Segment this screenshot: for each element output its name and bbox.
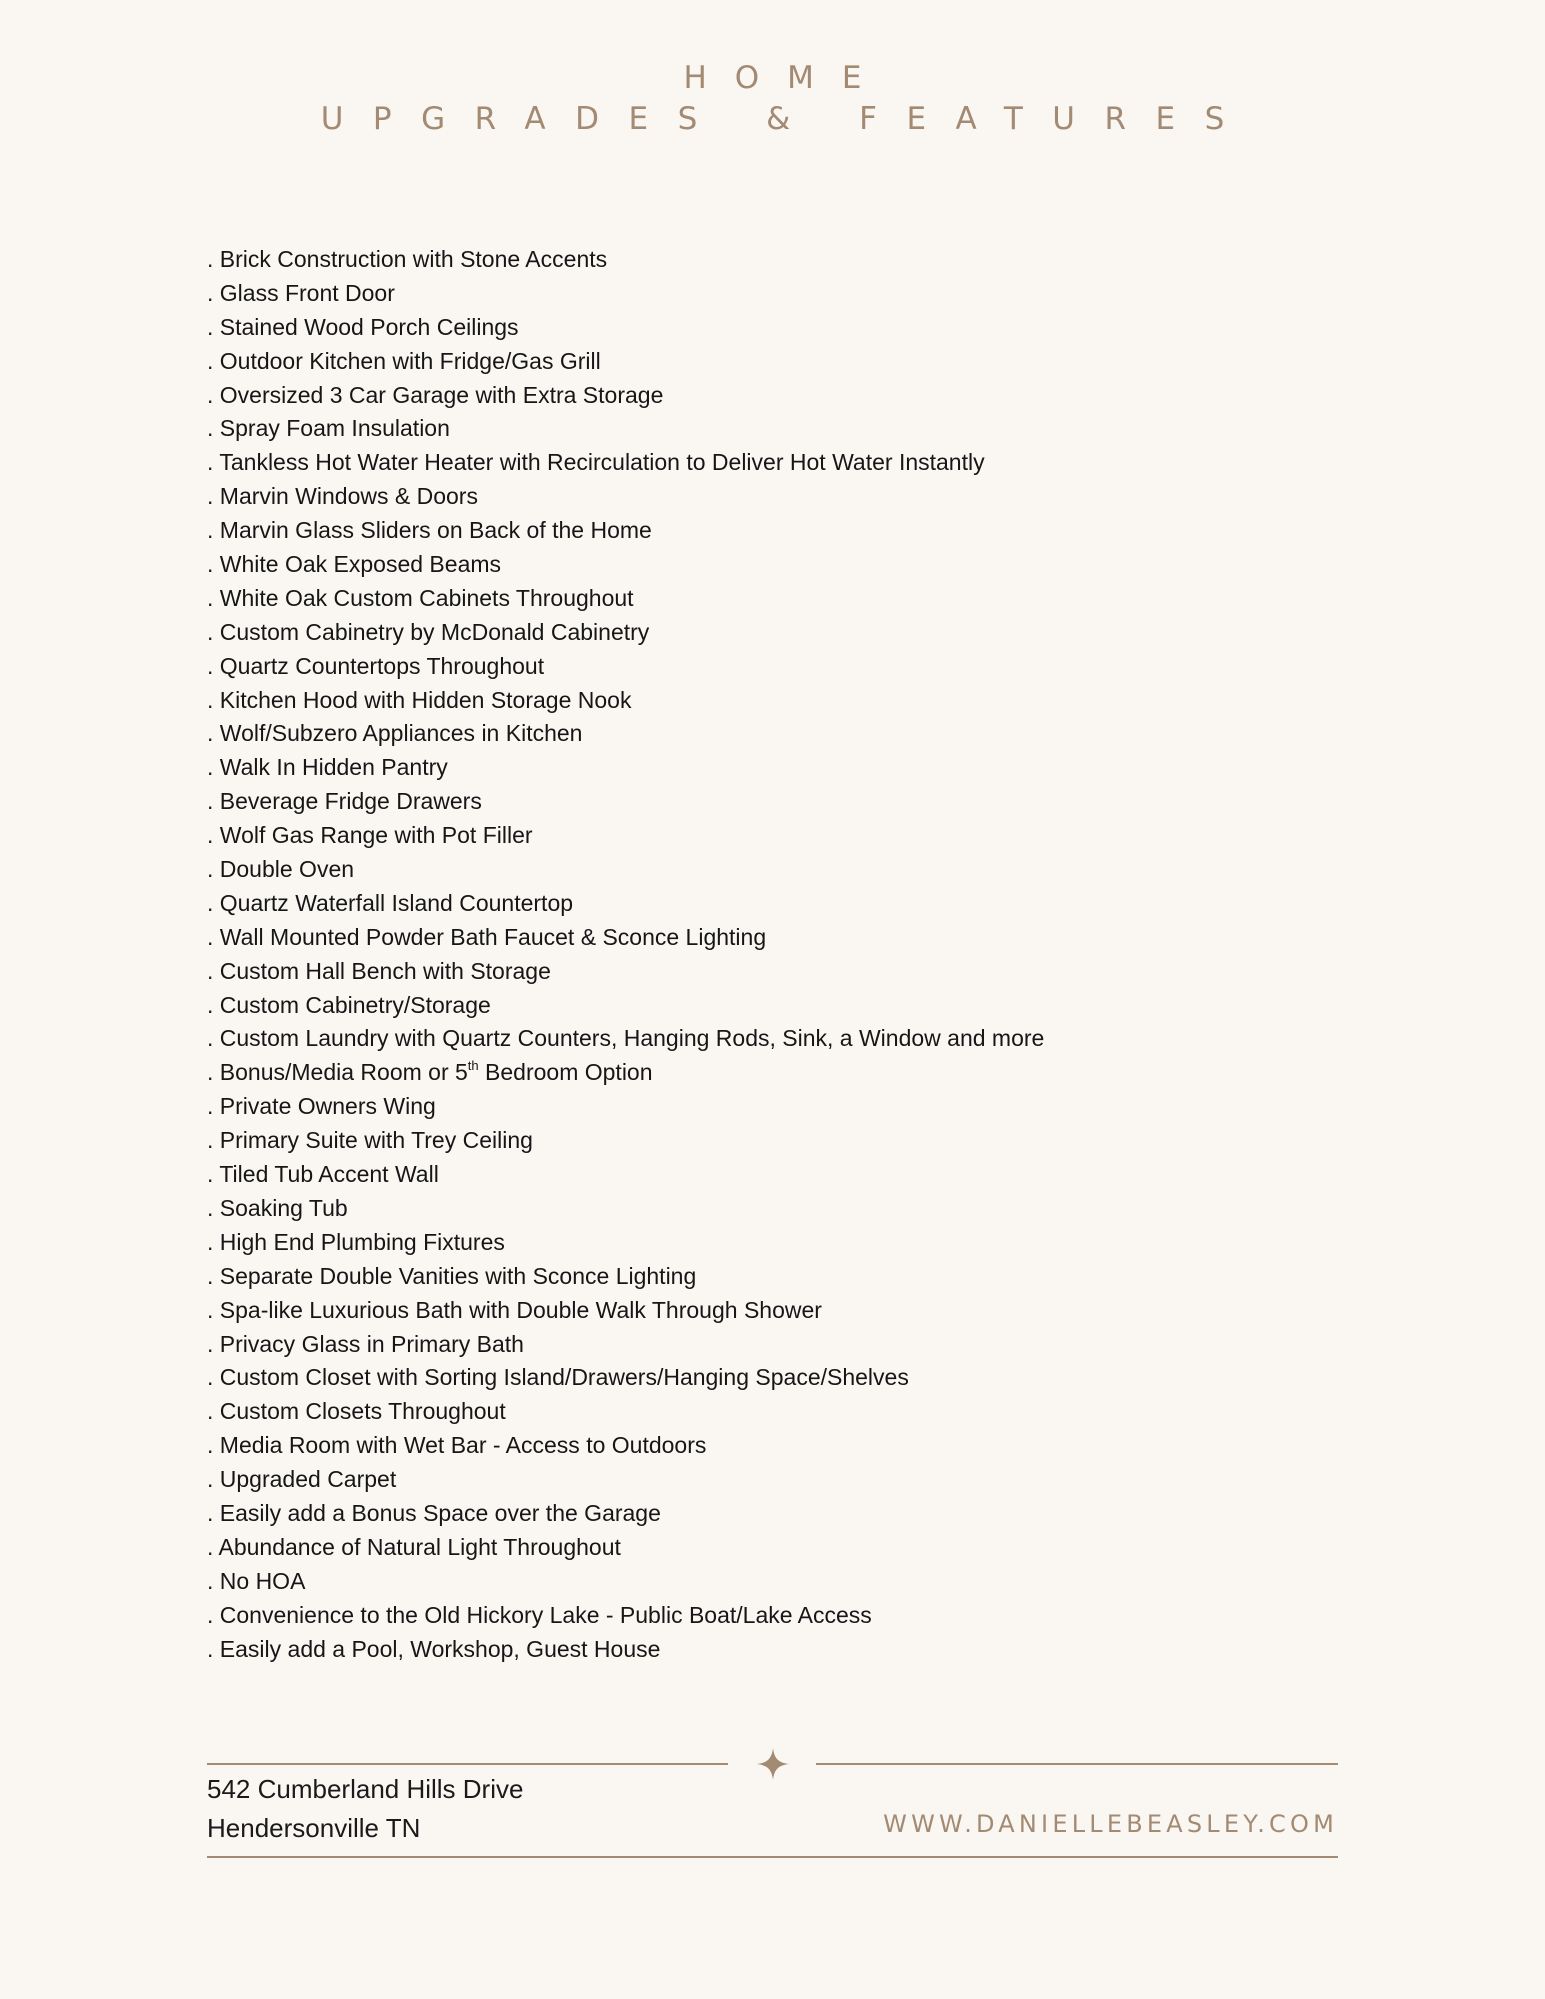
feature-item: . Beverage Fridge Drawers bbox=[207, 788, 482, 815]
feature-item: . Walk In Hidden Pantry bbox=[207, 754, 448, 781]
feature-item: . Primary Suite with Trey Ceiling bbox=[207, 1127, 533, 1154]
feature-item: . White Oak Custom Cabinets Throughout bbox=[207, 584, 634, 611]
feature-item: . High End Plumbing Fixtures bbox=[207, 1228, 505, 1255]
features-list bbox=[207, 243, 1044, 1666]
feature-item: . Quartz Countertops Throughout bbox=[207, 652, 545, 679]
footer-divider-left bbox=[207, 1763, 728, 1765]
feature-item: . Separate Double Vanities with Sconce Lighting bbox=[207, 1262, 697, 1289]
feature-item: . Spa-like Luxurious Bath with Double Walk Through Shower bbox=[207, 1296, 822, 1323]
feature-item: . Double Oven bbox=[207, 856, 355, 883]
feature-item: . Wolf Gas Range with Pot Filler bbox=[207, 822, 533, 849]
feature-item: . Marvin Glass Sliders on Back of the Home bbox=[207, 517, 652, 544]
feature-item: . Wall Mounted Powder Bath Faucet & Sconce Lighting bbox=[207, 923, 767, 950]
bonus-text-before: . Bonus/Media Room or 5 bbox=[207, 1059, 468, 1086]
feature-item: . No HOA bbox=[207, 1567, 306, 1594]
feature-item: . Tankless Hot Water Heater with Recirculation to Deliver Hot Water Instantly bbox=[207, 449, 985, 476]
bonus-ordinal-suffix: th bbox=[467, 1057, 479, 1073]
feature-item: . Tiled Tub Accent Wall bbox=[207, 1161, 439, 1188]
feature-item: . Private Owners Wing bbox=[207, 1093, 436, 1120]
feature-item: . Privacy Glass in Primary Bath bbox=[207, 1330, 524, 1357]
feature-item: . Marvin Windows & Doors bbox=[207, 483, 478, 510]
feature-item: . Easily add a Bonus Space over the Garage bbox=[207, 1499, 661, 1526]
feature-item: . Custom Hall Bench with Storage bbox=[207, 957, 551, 984]
footer-divider-right bbox=[816, 1763, 1338, 1765]
feature-item: . Quartz Waterfall Island Countertop bbox=[207, 889, 574, 916]
feature-item: . Convenience to the Old Hickory Lake - Public Boat/Lake Access bbox=[207, 1601, 872, 1628]
feature-item: . Easily add a Pool, Workshop, Guest House bbox=[207, 1635, 661, 1662]
feature-item: . Outdoor Kitchen with Fridge/Gas Grill bbox=[207, 347, 601, 374]
feature-item: . Glass Front Door bbox=[207, 279, 395, 306]
feature-item: . Soaking Tub bbox=[207, 1194, 348, 1221]
feature-item: . Oversized 3 Car Garage with Extra Storage bbox=[207, 381, 664, 408]
address-city: Hendersonville TN bbox=[207, 1813, 421, 1843]
feature-item: . Custom Closet with Sorting Island/Drawers/Hanging Space/Shelves bbox=[207, 1364, 909, 1391]
feature-item: . Custom Cabinetry/Storage bbox=[207, 991, 491, 1018]
feature-item: . Custom Laundry with Quartz Counters, Hanging Rods, Sink, a Window and more bbox=[207, 1025, 1045, 1052]
feature-item: . Abundance of Natural Light Throughout bbox=[207, 1533, 621, 1560]
feature-item: . Spray Foam Insulation bbox=[207, 415, 450, 442]
feature-item: . Kitchen Hood with Hidden Storage Nook bbox=[207, 686, 632, 713]
footer-divider-bottom bbox=[207, 1856, 1338, 1858]
feature-item: . Custom Closets Throughout bbox=[207, 1398, 506, 1425]
feature-item: . Custom Cabinetry by McDonald Cabinetry bbox=[207, 618, 650, 645]
website-link[interactable]: WWW.DANIELLEBEASLEY.COM bbox=[883, 1810, 1338, 1838]
feature-item-bonus-room bbox=[207, 1056, 1044, 1090]
feature-item: . Upgraded Carpet bbox=[207, 1466, 397, 1493]
feature-item: . Wolf/Subzero Appliances in Kitchen bbox=[207, 720, 583, 747]
four-point-star-icon bbox=[757, 1748, 789, 1780]
bonus-text-after: Bedroom Option bbox=[478, 1059, 653, 1086]
address-street: 542 Cumberland Hills Drive bbox=[207, 1774, 524, 1804]
feature-item: . Media Room with Wet Bar - Access to Outdoors bbox=[207, 1432, 707, 1459]
feature-item: . White Oak Exposed Beams bbox=[207, 551, 502, 578]
feature-item: . Stained Wood Porch Ceilings bbox=[207, 313, 519, 340]
title-home: HOME bbox=[683, 60, 890, 96]
title-upgrades-features: UPGRADES & FEATURES bbox=[320, 101, 1254, 137]
feature-item: . Brick Construction with Stone Accents bbox=[207, 246, 608, 272]
